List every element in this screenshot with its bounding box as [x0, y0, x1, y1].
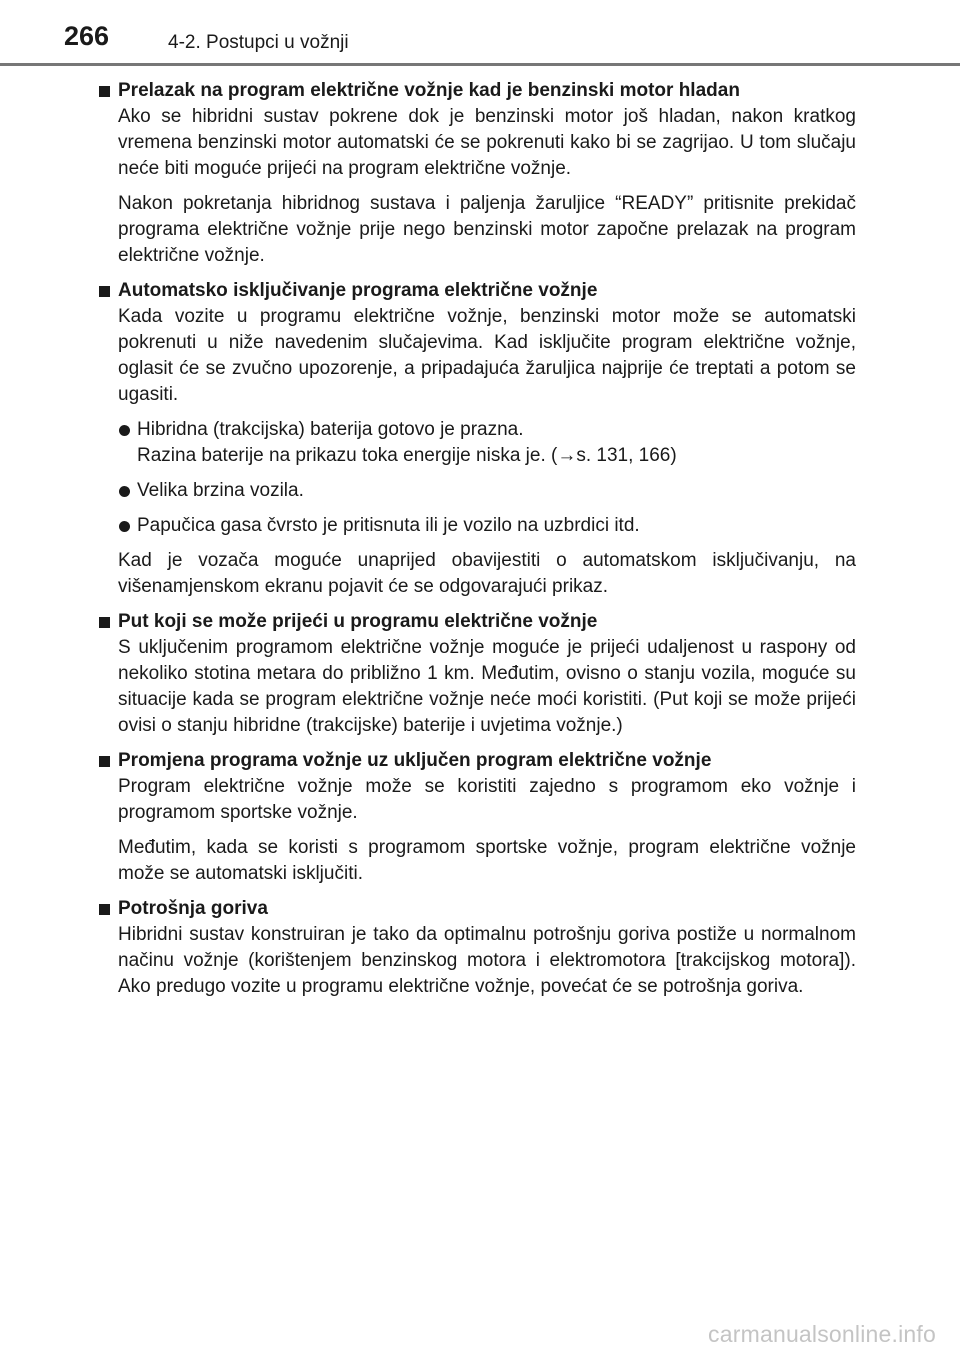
paragraph: Ako se hibridni sustav pokrene dok je benzinski motor još hladan, nakon kratkog vremena benzinski motor automatski će se pokrenuti kako bi se zagrijao. U tom slučaju neće biti moguće prijeći na program električne vožnje.	[118, 106, 856, 179]
paragraph: Nakon pokretanja hibridnog sustava i paljenja žaruljice “READY” pritisnite prekidač programa električne vožnje prije nego benzinski motor započne prelazak na program električne vožnje.	[118, 193, 856, 266]
square-bullet-icon	[99, 617, 110, 628]
square-bullet-icon	[99, 904, 110, 915]
square-bullet-icon	[99, 86, 110, 97]
section-mode-change	[96, 748, 856, 887]
list-item: Velika brzina vozila.	[118, 478, 856, 504]
paragraph: Međutim, kada se koristi s programom sportske vožnje, program električne vožnje može se automatski isključiti.	[118, 837, 856, 884]
section-title: Promjena programa vožnje uz uključen program električne vožnje	[96, 748, 856, 774]
list-item: Papučica gasa čvrsto je pritisnuta ili je vozilo na uzbrdici itd.	[118, 513, 856, 539]
chapter-title: 4-2. Postupci u vožnji	[168, 32, 349, 53]
paragraph: Kad je vozača moguće unaprijed obavijestiti o automatskom isključivanju, na višenamjenskom ekranu pojavit će se odgovarajući prikaz.	[118, 550, 856, 597]
paragraph: Program električne vožnje može se koristiti zajedno s programom eko vožnje i programom sportske vožnje.	[118, 776, 856, 823]
paragraph: Kada vozite u programu električne vožnje, benzinski motor može se automatski pokrenuti u niže navedenim slučajevima. Kad isključite program električne vožnje, oglasit će se zvučno upozorenje, a pripadajuća žaruljica najprije će treptati a potom se ugasiti.	[118, 306, 856, 405]
square-bullet-icon	[99, 756, 110, 767]
section-distance	[96, 609, 856, 739]
paragraph: S uključenim programom električne vožnje moguće je prijeći udaljenost u raspону od nekoliko stotina metara do približno 1 km. Međutim, ovisno o stanju vozila, moguće su situacije kada se program električne vožnje neće moći koristiti. (Put koji se može prijeći ovisi o stanju hibridne (trakcijske) baterije i uvjetima vožnje.)	[118, 637, 856, 736]
page-number: 266	[64, 21, 110, 51]
header-rule	[0, 63, 960, 66]
round-bullet-icon	[119, 425, 130, 436]
page-header	[0, 0, 960, 64]
section-auto-cancel	[96, 278, 856, 600]
list-item: Hibridna (trakcijska) baterija gotovo je prazna. Razina baterije na prikazu toka energije niska je. (→s. 131, 166)	[118, 417, 856, 469]
watermark: carmanualsonline.info	[708, 1321, 936, 1347]
round-bullet-icon	[119, 521, 130, 532]
square-bullet-icon	[99, 286, 110, 297]
condition-list	[118, 417, 856, 539]
section-title: Automatsko isključivanje programa električne vožnje	[96, 278, 856, 304]
section-cold-engine	[96, 78, 856, 269]
section-title: Put koji se može prijeći u programu električne vožnje	[96, 609, 856, 635]
section-title: Prelazak na program električne vožnje kad je benzinski motor hladan	[96, 78, 856, 104]
section-fuel-consumption	[96, 896, 856, 1000]
section-title: Potrošnja goriva	[96, 896, 856, 922]
round-bullet-icon	[119, 486, 130, 497]
paragraph: Hibridni sustav konstruiran je tako da optimalnu potrošnju goriva postiže u normalnom načinu vožnje (korištenjem benzinskog motora i elektromotora [trakcijskog motora]). Ako predugo vozite u programu električne vožnje, povećat će se potrošnja goriva.	[118, 924, 856, 997]
page-content	[96, 78, 856, 1009]
